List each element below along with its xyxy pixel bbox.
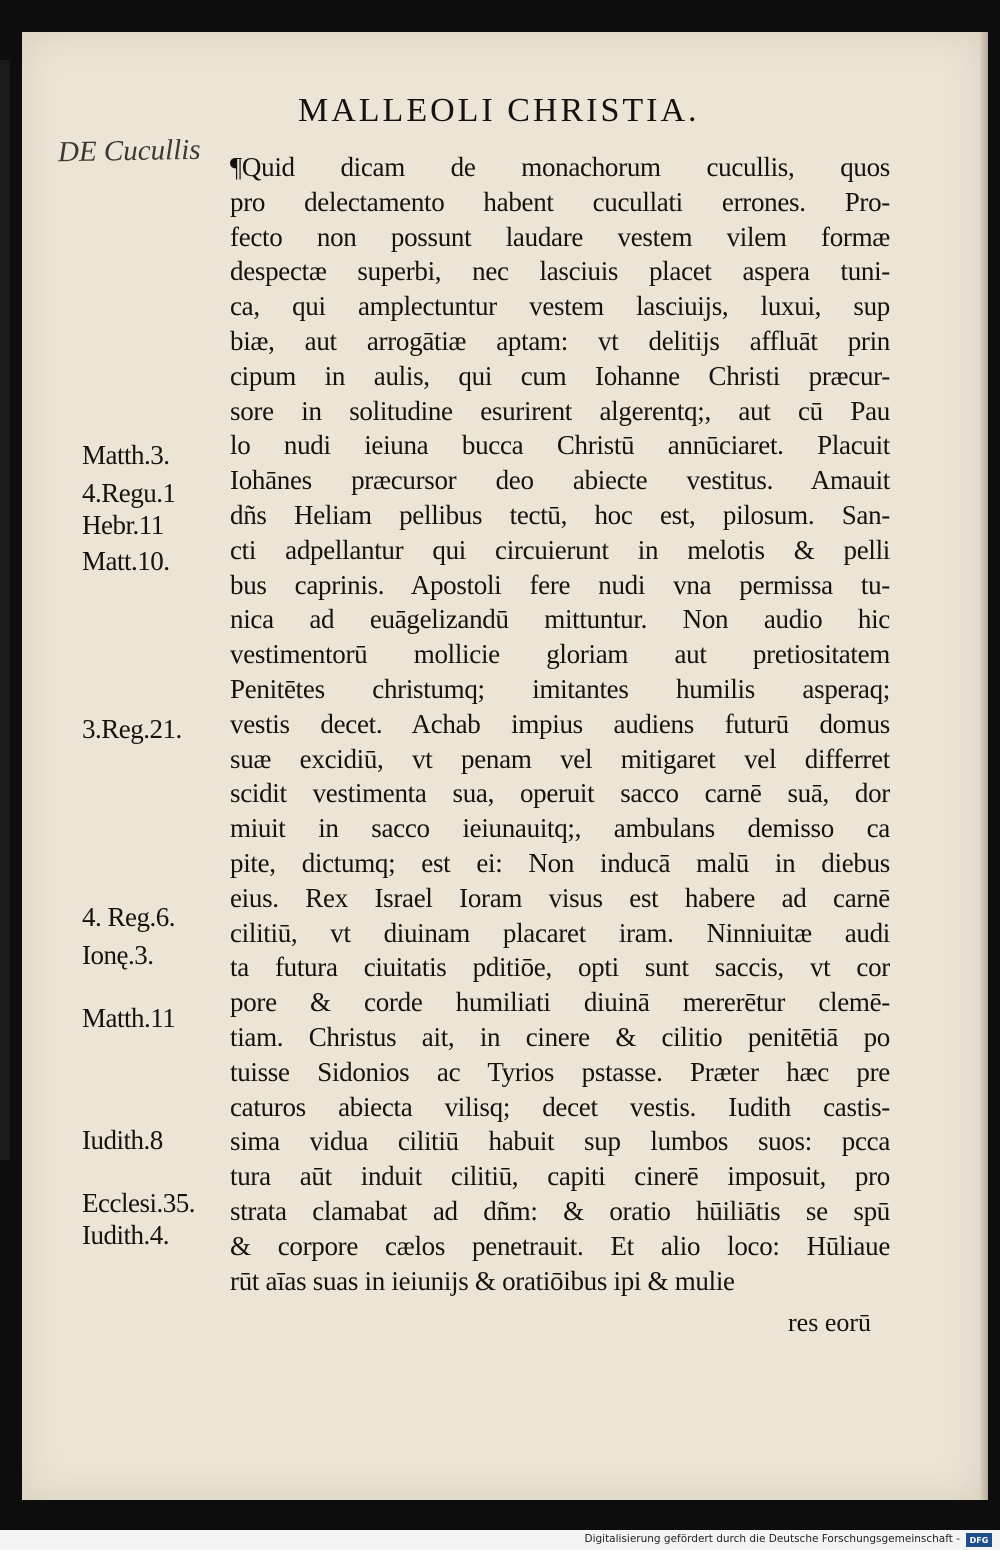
margin-reference: Ecclesi.35.: [82, 1188, 195, 1218]
text-line: cti adpellantur qui circuierunt in melotis & pelli: [230, 534, 890, 565]
text-line: despectæ superbi, nec lasciuis placet aspera tuni-: [230, 256, 890, 287]
text-line: fecto non possunt laudare vestem vilem formæ: [230, 221, 890, 252]
margin-reference: Matth.11: [82, 1003, 176, 1033]
text-line: rūt aīas suas in ieiunijs & oratiōibus ipi & mulie: [230, 1265, 735, 1296]
text-line: Iohānes præcursor deo abiecte vestitus. Amauit: [230, 465, 890, 496]
text-line: tuisse Sidonios ac Tyrios pstasse. Præter hæc pre: [230, 1056, 890, 1087]
text-line: eius. Rex Israel Ioram visus est habere ad carnē: [230, 882, 890, 913]
text-line: ¶Quid dicam de monachorum cucullis, quos: [230, 152, 890, 182]
text-line: & corpore cælos penetrauit. Et alio loco: Hūliaue: [230, 1230, 890, 1261]
text-line: pro delectamento habent cucullati errones. Pro-: [230, 186, 890, 217]
margin-reference: Matth.3.: [82, 440, 170, 470]
text-line: strata clamabat ad dñm: & oratio hūiliātis se spū: [230, 1195, 890, 1226]
text-line: biæ, aut arrogātiæ aptam: vt delitijs affluāt prin: [230, 325, 890, 356]
margin-reference: Hebr.11: [82, 510, 164, 540]
text-line: ca, qui amplectuntur vestem lasciuijs, luxui, sup: [230, 291, 890, 322]
body-text: [230, 150, 890, 1298]
margin-reference: Ionę.3.: [82, 940, 154, 970]
text-line: lo nudi ieiuna bucca Christū annūciaret. Placuit: [230, 430, 890, 461]
text-line: vestis decet. Achab impius audiens futurū domus: [230, 708, 890, 739]
margin-reference: Matt.10.: [82, 546, 170, 576]
credit-text: Digitalisierung gefördert durch die Deutsche Forschungsgemeinschaft -: [584, 1533, 960, 1545]
margin-reference: 4. Reg.6.: [82, 902, 175, 932]
text-line: sima vidua cilitiū habuit sup lumbos suos: pcca: [230, 1126, 890, 1157]
text-line: scidit vestimenta sua, operuit sacco carnē suā, dor: [230, 778, 890, 809]
text-line: cilitiū, vt diuinam placaret iram. Ninniuitæ audi: [230, 917, 890, 948]
running-head: MALLEOLI CHRISTIA.: [298, 92, 700, 129]
text-line: pore & corde humiliati diuinā mererētur clemē-: [230, 987, 890, 1018]
margin-reference: 4.Regu.1: [82, 478, 176, 508]
text-line: miuit in sacco ieiunauitq;, ambulans demisso ca: [230, 813, 890, 844]
text-line: tura aūt induit cilitiū, capiti cinerē imposuit, pro: [230, 1161, 890, 1192]
book-edge: [0, 60, 10, 1160]
text-line: bus caprinis. Apostoli fere nudi vna permissa tu-: [230, 569, 890, 600]
text-line: Penitētes christumq; imitantes humilis asperaq;: [230, 673, 890, 704]
dfg-logo: DFG: [966, 1533, 992, 1547]
catchword: res eorū: [788, 1308, 872, 1337]
text-line: caturos abiecta vilisq; decet vestis. Iudith castis-: [230, 1091, 890, 1122]
text-line: tiam. Christus ait, in cinere & cilitio penitētiā po: [230, 1021, 890, 1052]
handwritten-marginal-note: DE Cucullis: [57, 133, 201, 169]
text-line: nica ad euāgelizandū mittuntur. Non audio hic: [230, 604, 890, 635]
text-line: ta futura ciuitatis pditiōe, opti sunt saccis, vt cor: [230, 952, 890, 983]
text-line: dñs Heliam pellibus tectū, hoc est, pilosum. San-: [230, 499, 890, 530]
credit-bar: [0, 1530, 1000, 1550]
text-line: sore in solitudine esurirent algerentq;, aut cū Pau: [230, 395, 890, 426]
text-line: pite, dictumq; est ei: Non inducā malū in diebus: [230, 847, 890, 878]
margin-reference: Iudith.4.: [82, 1220, 169, 1250]
margin-reference: Iudith.8: [82, 1125, 163, 1155]
text-line: cipum in aulis, qui cum Iohanne Christi præcur-: [230, 360, 890, 391]
margin-reference: 3.Reg.21.: [82, 714, 182, 744]
text-line: suæ excidiū, vt penam vel mitigaret vel differret: [230, 743, 890, 774]
text-line: vestimentorū mollicie gloriam aut pretiositatem: [230, 639, 890, 670]
